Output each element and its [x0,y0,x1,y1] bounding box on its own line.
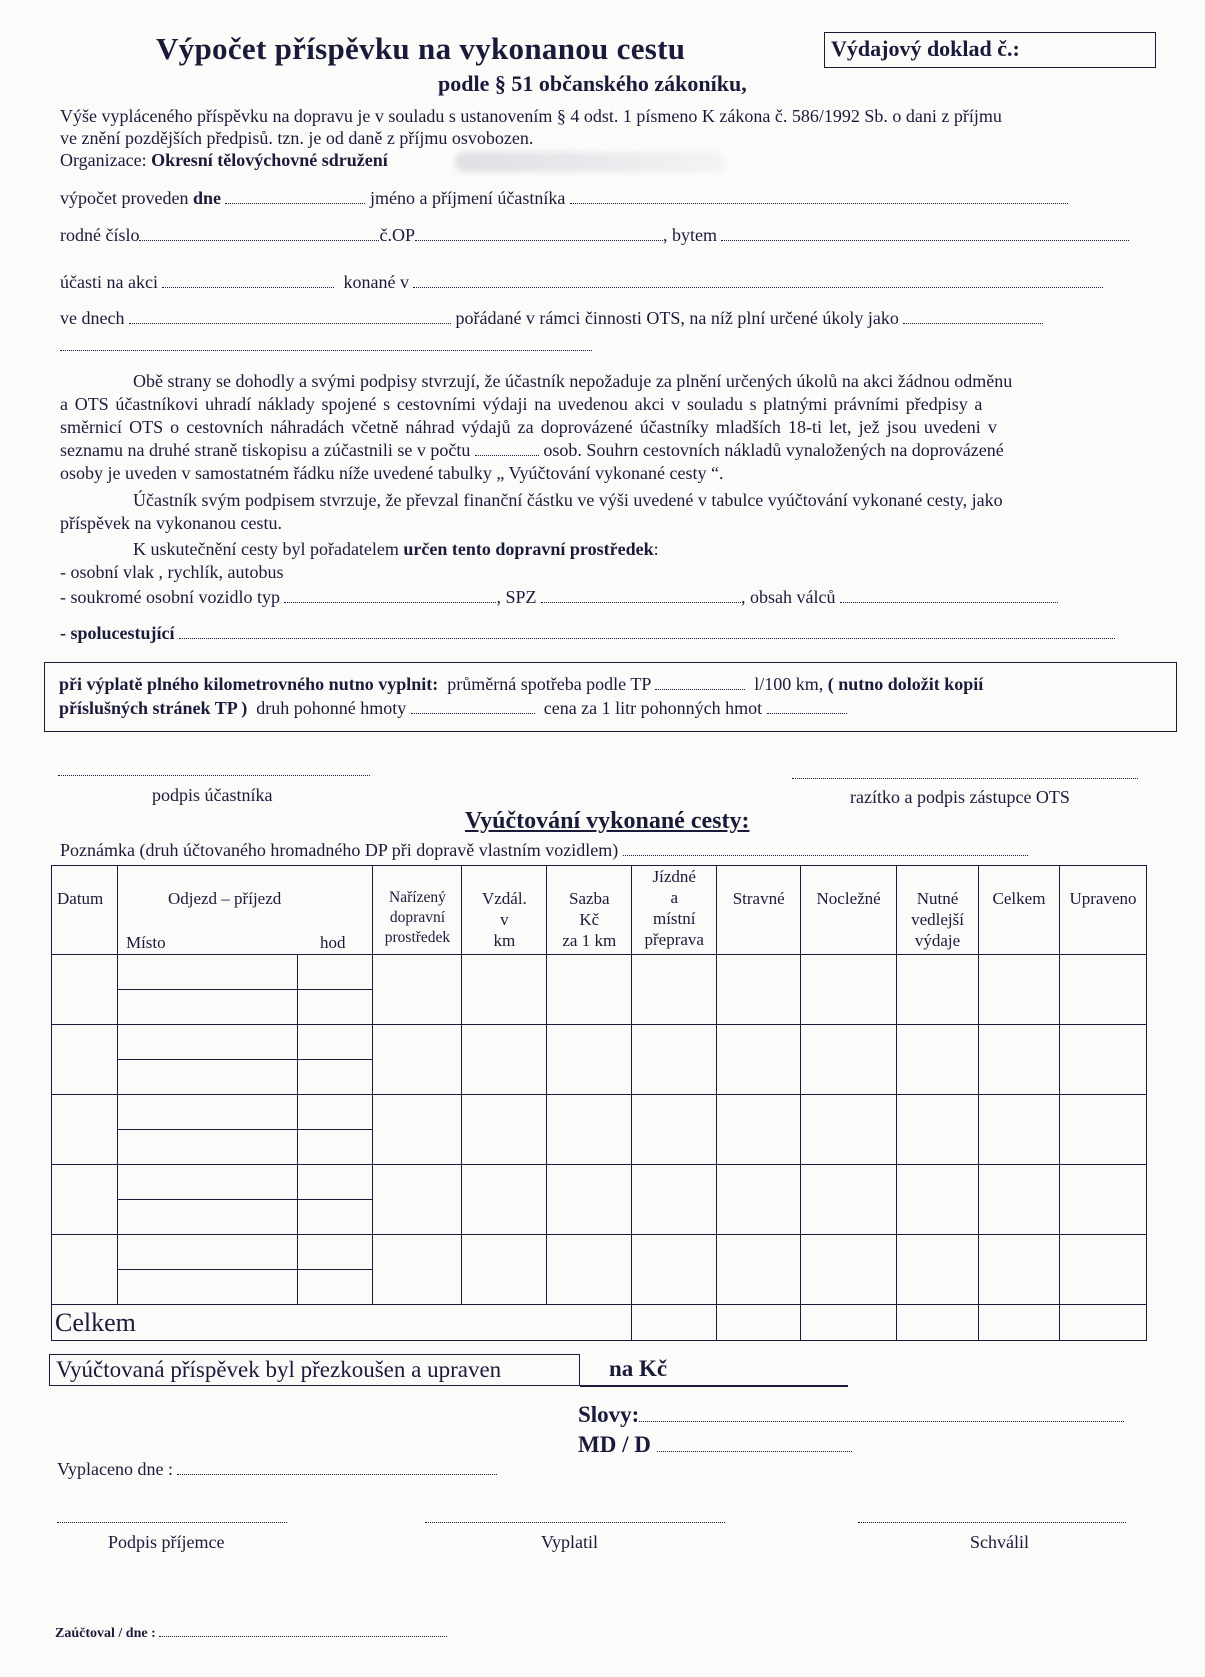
amount-words-field[interactable] [639,1405,1124,1422]
cell-noclezne[interactable] [801,1235,897,1305]
cell-upraveno[interactable] [1059,955,1146,1025]
engine-capacity-field[interactable] [840,588,1058,603]
cell-hod[interactable] [297,1025,373,1060]
col-vzdal-2: v [500,910,509,929]
cell-upraveno[interactable] [1059,1165,1146,1235]
label-jmeno: jméno a příjmení účastníka [369,188,566,208]
cell-nutne[interactable] [897,1095,979,1165]
label-poradane: pořádané v rámci činnosti OTS, na níž plní určené úkoly jako [455,308,899,328]
col-nutne-3: výdaje [914,931,961,950]
col-vzdal-3: km [493,931,516,950]
paid-date-label: Vyplaceno dne : [57,1459,173,1479]
cell-nutne[interactable] [897,1165,979,1235]
organization-label: Organizace: [60,150,147,170]
cell-nutne[interactable] [897,1235,979,1305]
cell-misto[interactable] [117,1095,297,1130]
col-stravne: Stravné [717,866,801,955]
col-vzdal-1: Vzdál. [481,889,527,908]
engine-capacity-label: , obsah válců [741,587,836,607]
agreement-line-4a: seznamu na druhé straně tiskopisu a zúčastnili se v počtu [60,440,471,460]
persons-count-field[interactable] [475,441,539,456]
col-narizeny-3: prostředek [384,929,451,946]
cell-hod[interactable] [297,1200,373,1235]
cell-sazba[interactable] [547,1025,632,1095]
spz-label: , SPZ [496,587,537,607]
booking-label: Zaúčtoval / dne : [55,1626,156,1641]
row-rodne [60,225,1129,246]
amount-words-label: Slovy: [578,1402,640,1427]
settlement-note [60,840,1028,861]
label-bytem: , bytem [662,225,717,245]
redacted-region [455,152,725,172]
cell-datum[interactable] [52,1095,118,1165]
col-celkem: Celkem [979,866,1060,955]
document-number-label: Výdajový doklad č.: [831,36,1020,61]
cell-upraveno[interactable] [1059,1235,1146,1305]
transport-intro [133,539,659,560]
col-vzdal [462,866,547,955]
cell-hod[interactable] [297,1235,373,1270]
table-row [52,1235,1147,1270]
cell-noclezne[interactable] [801,1025,897,1095]
cell-misto[interactable] [117,1200,297,1235]
consumption-unit: l/100 km, [754,674,824,694]
cell-hod[interactable] [297,1095,373,1130]
cell-narizeny[interactable] [373,955,462,1025]
transport-intro-b: určen tento dopravní prostředek [403,539,654,559]
table-row [52,1165,1147,1200]
approver-signature-label: Schválil [970,1532,1029,1552]
col-jizdne-1: Jízdné [652,867,696,886]
cell-vzdal[interactable] [462,1165,547,1235]
fuel-line-1 [59,674,983,695]
cell-misto[interactable] [117,1165,297,1200]
consumption-label: průměrná spotřeba podle TP [447,674,651,694]
table-row [52,955,1147,990]
col-sazba-3: za 1 km [562,931,617,950]
tp-copy-note: ( nutno doložit kopií [827,674,984,694]
settlement-note-field[interactable] [623,841,1028,856]
cell-vzdal[interactable] [462,1235,547,1305]
cell-datum[interactable] [52,1165,118,1235]
document-number-box[interactable] [824,32,1156,68]
col-jizdne-4: přeprava [644,930,704,949]
amount-field[interactable] [580,1385,848,1387]
col-odjezd-label: Odjezd – příjezd [167,889,282,908]
cell-jizdne[interactable] [632,955,717,1025]
address-field[interactable] [721,226,1129,241]
col-sazba-2: Kč [579,910,600,929]
col-jizdne-3: místní [652,909,696,928]
total-label: Celkem [52,1305,632,1341]
confirmation-line-1: Účastník svým podpisem stvrzuje, že převzal finanční částku ve výši uvedené v tabulce vyúčtování vykonané cesty, jako [133,490,1003,510]
md-d-label: MD / D [578,1432,651,1457]
cell-narizeny[interactable] [373,1025,462,1095]
cell-jizdne[interactable] [632,1095,717,1165]
md-d-row [578,1432,852,1458]
passenger-field[interactable] [179,624,1115,639]
reviewed-box [49,1354,580,1386]
participant-name-field[interactable] [570,189,1068,204]
col-nutne [897,866,979,955]
fuel-price-field[interactable] [767,699,847,714]
cell-stravne[interactable] [717,1235,801,1305]
agreement-line-5: osoby je uveden v samostatném řádku níže uvedené tabulky „ Vyúčtování vykonané cesty “. [60,463,724,483]
cell-stravne[interactable] [717,1025,801,1095]
settlement-heading: Vyúčtování vykonané cesty: [465,808,750,834]
recipient-signature-label: Podpis příjemce [108,1532,225,1552]
cell-jizdne[interactable] [632,1025,717,1095]
col-noclezne: Nocležné [801,866,897,955]
cell-sazba[interactable] [547,955,632,1025]
settlement-note-label: Poznámka (druh účtovaného hromadného DP při dopravě vlastním vozidlem) [60,840,619,860]
cell-misto[interactable] [117,1060,297,1095]
total-jizdne[interactable] [632,1305,717,1341]
transport-option-passenger [60,623,1115,644]
cell-datum[interactable] [52,955,118,1025]
md-d-field[interactable] [657,1435,852,1452]
cell-narizeny[interactable] [373,1235,462,1305]
col-hod-label: hod [319,933,346,952]
cell-misto[interactable] [117,1270,297,1305]
page-subtitle: podle § 51 občanského zákoníku, [438,71,747,96]
fuel-info-box [44,662,1177,732]
booking-row [55,1625,447,1642]
cell-vzdal[interactable] [462,1025,547,1095]
cell-narizeny[interactable] [373,1095,462,1165]
cell-noclezne[interactable] [801,955,897,1025]
table-total-row [52,1305,1147,1341]
participant-signature-field[interactable] [58,775,370,776]
cell-misto[interactable] [117,955,297,990]
table-row [52,1095,1147,1130]
col-narizeny-1: Nařízený [389,889,446,906]
passenger-label: - spolucestující [60,623,175,643]
days-field[interactable] [129,309,451,324]
reviewed-label: Vyúčtovaná příspěvek byl přezkoušen a upraven [56,1357,502,1382]
total-nutne[interactable] [897,1305,979,1341]
amount-words-row [578,1402,1124,1428]
settlement-table [51,865,1147,1341]
ots-stamp-label: razítko a podpis zástupce OTS [850,787,1070,807]
paid-date-field[interactable] [177,1460,497,1475]
transport-option-car [60,587,1058,608]
cell-sazba[interactable] [547,1165,632,1235]
spz-field[interactable] [541,588,741,603]
total-noclezne[interactable] [801,1305,897,1341]
payer-signature-label: Vyplatil [541,1532,598,1552]
fuel-type-field[interactable] [411,699,535,714]
cell-sazba[interactable] [547,1235,632,1305]
cell-celkem[interactable] [979,1165,1060,1235]
cell-hod[interactable] [297,1060,373,1095]
cell-jizdne[interactable] [632,1235,717,1305]
cell-vzdal[interactable] [462,955,547,1025]
agreement-line-2: a OTS účastníkovi uhradí náklady spojené s cestovními výdaji na uvedenou akci v souladu s platnými právními předpisy a [60,394,983,414]
organization-name: Okresní tělovýchovné sdružení [151,150,388,170]
cell-hod[interactable] [297,1270,373,1305]
organization-line [60,150,388,171]
confirmation-line-2: příspěvek na vykonanou cestu. [60,513,282,533]
col-odjezd-prijezd [117,866,373,955]
total-celkem[interactable] [979,1305,1060,1341]
payer-signature-field[interactable] [425,1522,725,1523]
fuel-type-label: druh pohonné hmoty [256,698,407,718]
row-vypocet [60,188,1068,209]
cell-datum[interactable] [52,1025,118,1095]
intro-line-2: ve znění pozdějších předpisů. tzn. je od daně z příjmu osvobozen. [60,128,534,148]
role-continuation-field[interactable] [60,350,592,351]
cell-jizdne[interactable] [632,1165,717,1235]
cell-stravne[interactable] [717,1165,801,1235]
cell-misto[interactable] [117,1235,297,1270]
event-field[interactable] [162,273,334,288]
label-konane: konané v [343,272,409,292]
cell-misto[interactable] [117,1025,297,1060]
cell-vzdal[interactable] [462,1095,547,1165]
intro-line-1: Výše vypláceného příspěvku na dopravu je v souladu s ustanovením § 4 odst. 1 písmeno K zákona č. 586/1992 Sb. o dani z příjmu [60,106,1002,126]
birth-number-field[interactable] [139,226,379,241]
col-narizeny-2: dopravní [389,909,446,926]
cell-misto[interactable] [117,990,297,1025]
fuel-line-2 [59,698,847,719]
cell-hod[interactable] [297,955,373,990]
label-cop: č.OP [379,225,415,245]
col-nutne-2: vedlejší [911,910,964,929]
label-ucasti: účasti na akci [60,272,158,292]
agreement-line-3: směrnicí OTS o cestovních náhradách včetně náhrad výdajů za doprovázené účastníky mladších 18-ti let, jež jsou uvedeni v [60,417,997,437]
cell-hod[interactable] [297,1165,373,1200]
car-type-field[interactable] [284,588,496,603]
consumption-field[interactable] [655,675,745,690]
cell-nutne[interactable] [897,955,979,1025]
transport-option-train: - osobní vlak , rychlík, autobus [60,562,284,582]
cell-stravne[interactable] [717,1095,801,1165]
role-field[interactable] [903,309,1043,324]
table-row [52,1025,1147,1060]
cell-narizeny[interactable] [373,1165,462,1235]
paid-date-row [57,1459,497,1480]
fuel-price-label: cena za 1 litr pohonných hmot [543,698,763,718]
agreement-line-1: Obě strany se dohodly a svými podpisy stvrzují, že účastník nepožaduje za plnění určených úkolů na akci žádnou odměnu [133,371,1013,391]
cell-hod[interactable] [297,990,373,1025]
car-type-label: - soukromé osobní vozidlo typ [60,587,280,607]
cell-upraveno[interactable] [1059,1095,1146,1165]
approver-signature-field[interactable] [858,1522,1126,1523]
tp-pages-note: příslušných stránek TP ) [59,698,248,718]
cell-stravne[interactable] [717,955,801,1025]
col-misto-label: Místo [125,933,166,952]
col-jizdne-2: a [670,888,679,907]
fuel-required-label: při výplatě plného kilometrovného nutno vyplnit: [59,674,439,694]
cell-datum[interactable] [52,1235,118,1305]
label-dne: dne [192,188,221,208]
agreement-line-4b: osob. Souhrn cestovních nákladů vynaložených na doprovázené [543,440,1004,460]
table-header-row [52,866,1147,955]
cell-celkem[interactable] [979,1025,1060,1095]
event-location-field[interactable] [413,273,1103,288]
col-datum: Datum [52,866,118,955]
col-sazba [547,866,632,955]
id-card-field[interactable] [415,226,663,241]
cell-nutne[interactable] [897,1025,979,1095]
booking-field[interactable] [159,1625,447,1637]
cell-misto[interactable] [117,1130,297,1165]
transport-intro-c: : [653,539,659,559]
date-field[interactable] [225,189,365,204]
col-upraveno: Upraveno [1059,866,1146,955]
row-ucasti [60,272,1103,293]
participant-signature-label: podpis účastníka [152,785,273,805]
cell-sazba[interactable] [547,1095,632,1165]
transport-intro-a: K uskutečnění cesty byl pořadatelem [133,539,399,559]
cell-noclezne[interactable] [801,1165,897,1235]
col-jizdne [632,866,717,955]
total-stravne[interactable] [717,1305,801,1341]
cell-noclezne[interactable] [801,1095,897,1165]
cell-celkem[interactable] [979,955,1060,1025]
col-sazba-1: Sazba [569,889,610,908]
col-narizeny [373,866,462,955]
recipient-signature-field[interactable] [57,1522,287,1523]
cell-celkem[interactable] [979,1235,1060,1305]
agreement-line-4 [60,440,1004,461]
label-rodne-cislo: rodné číslo [60,225,140,245]
cell-hod[interactable] [297,1130,373,1165]
amount-label: na Kč [609,1356,668,1381]
row-vednech [60,308,1043,329]
col-nutne-1: Nutné [916,889,959,908]
page-title: Výpočet příspěvku na vykonanou cestu [156,31,686,66]
total-upraveno[interactable] [1059,1305,1146,1341]
cell-upraveno[interactable] [1059,1025,1146,1095]
label-vypocet: výpočet proveden [60,188,189,208]
ots-stamp-field[interactable] [792,778,1138,779]
label-ve-dnech: ve dnech [60,308,125,328]
cell-celkem[interactable] [979,1095,1060,1165]
